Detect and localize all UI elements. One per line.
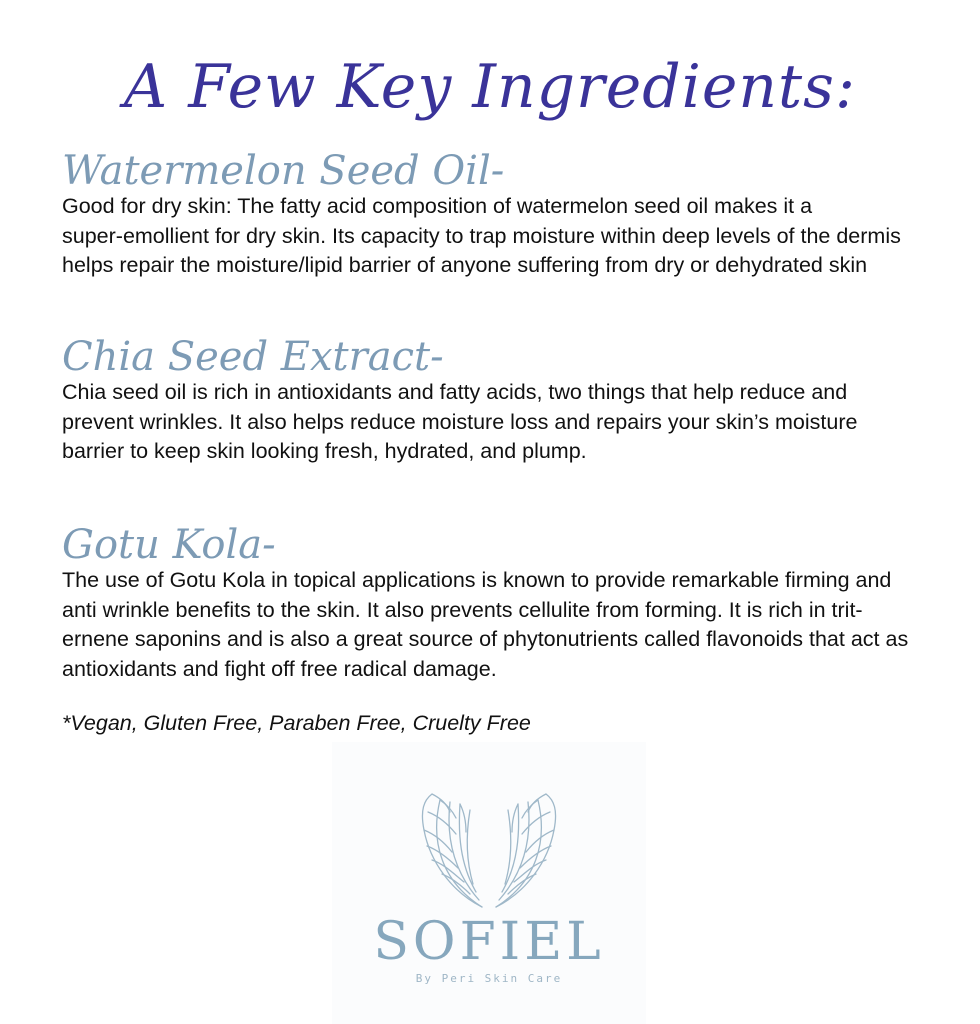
description-line: antioxidants and fight off free radical damage.	[62, 656, 497, 681]
description-line: Good for dry skin: The fatty acid composition of watermelon seed oil makes it a	[62, 194, 813, 218]
description-line: ernene saponins and is also a great source of phytonutrients called flavonoids that act as	[62, 627, 909, 651]
product-claims-footnote: *Vegan, Gluten Free, Paraben Free, Cruelty Free	[62, 711, 531, 735]
description-line: barrier to keep skin looking fresh, hydrated, and plump.	[62, 439, 587, 463]
description-line: super-emollient for dry skin. Its capacity to trap moisture within deep levels of the dermis	[62, 223, 901, 248]
angel-wings-icon	[332, 742, 646, 912]
description-line: prevent wrinkles. It also helps reduce moisture loss and repairs your skin’s moisture	[62, 409, 858, 434]
ingredient-description-gotu-kola	[62, 566, 980, 684]
description-line: Chia seed oil is rich in antioxidants and fatty acids, two things that help reduce and	[62, 380, 848, 404]
page-title: A Few Key Ingredients:	[123, 52, 857, 122]
ingredient-heading-chia: Chia Seed Extract-	[62, 334, 444, 380]
ingredient-description-chia	[62, 378, 980, 467]
description-line: anti wrinkle benefits to the skin. It also prevents cellulite from forming. It is rich in trit-	[62, 597, 863, 622]
description-line: helps repair the moisture/lipid barrier of anyone suffering from dry or dehydrated skin	[62, 253, 868, 277]
brand-name: SOFIEL	[373, 912, 605, 972]
description-line: The use of Gotu Kola in topical applications is known to provide remarkable firming and	[62, 568, 892, 592]
ingredient-description-watermelon	[62, 192, 980, 281]
brand-logo	[332, 742, 646, 1024]
ingredient-heading-gotu-kola: Gotu Kola-	[62, 522, 276, 568]
brand-tagline: By Peri Skin Care	[415, 972, 563, 985]
ingredient-heading-watermelon: Watermelon Seed Oil-	[62, 148, 505, 194]
